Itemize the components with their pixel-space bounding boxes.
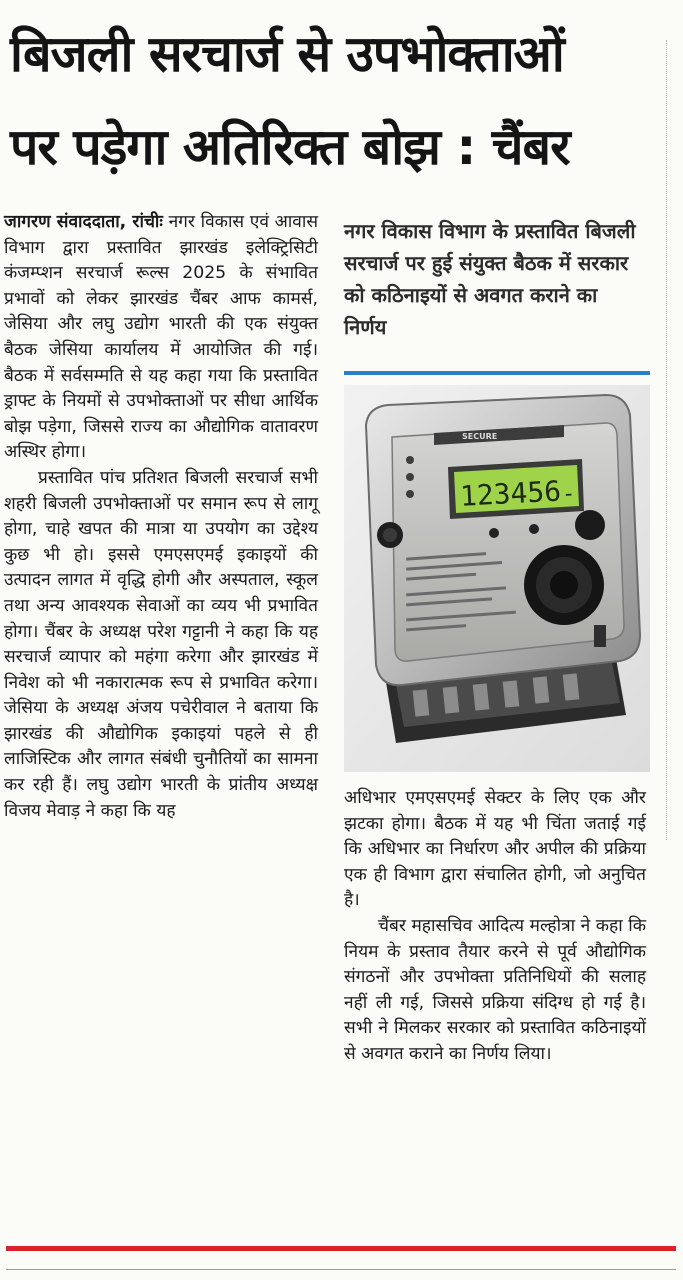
article-paragraph-2: प्रस्तावित पांच प्रतिशत बिजली सरचार्ज सभी शहरी बिजली उपभोक्ताओं पर समान रूप से लागू होगा, चाहे खपत की मात्रा या उपयोग का उद्देश्य कुछ भी हो। इससे एमएसएमई इकाइयों की उत्पादन लागत में वृद्धि होगी और अस्पताल, स्कूल तथा अन्य आवश्यक सेवाओं का व्यय भी प्रभावित होगा। चैंबर के अध्यक्ष परेश गट्टानी ने कहा कि यह सरचार्ज व्यापार को महंगा करेगा और झारखंड में निवेश को भी नकारात्मक रूप से प्रभावित करेगा। जेसिया के अध्यक्ष अंजय पचेरीवाल ने बताया कि झारखंड की औद्योगिक इकाइयां पहले से ही लाजिस्टिक और लागत संबंधी चुनौतियों का सामना कर रही हैं। लघु उद्योग भारती के प्रांतीय अध्यक्ष विजय मेवाड़ ने कहा कि यह — [4, 467, 318, 821]
bottom-thin-rule — [6, 1269, 676, 1270]
electricity-meter-photo — [344, 385, 650, 772]
svg-text:-: - — [561, 481, 576, 508]
headline-line-1: बिजली सरचार्ज से उपभोक्ताओं — [10, 25, 564, 83]
electricity-meter-illustration — [344, 385, 650, 772]
meter-lcd-reading: 123456 — [459, 474, 562, 513]
article-column-left — [4, 210, 318, 824]
article-paragraph-1-text: नगर विकास एवं आवास विभाग द्वारा प्रस्तावित झारखंड इलेक्ट्रिसिटी कंजम्प्शन सरचार्ज रूल्स 2025 के संभावित प्रभावों को लेकर झारखंड चैंबर आफ कामर्स, जेसिया और लघु उद्योग भारती की एक संयुक्त बैठक जेसिया कार्यालय में आयोजित की गई। बैठक में सर्वसम्मति से यह कहा गया कि प्रस्तावित ड्राफ्ट के नियमों से उपभोक्ताओं पर सीधा आर्थिक बोझ पड़ेगा, जिससे राज्य का औद्योगिक वातावरण अस्थिर होगा। — [4, 212, 318, 463]
deck-rule — [344, 371, 650, 375]
headline — [10, 8, 650, 194]
byline: जागरण संवाददाता, रांचीः — [4, 212, 163, 232]
bottom-red-rule — [6, 1246, 676, 1251]
deck-subheadline: नगर विकास विभाग के प्रस्तावित बिजली सरचार्ज पर हुई संयुक्त बैठक में सरकार को कठिनाइयों से अवगत कराने का निर्णय — [344, 219, 636, 339]
article-paragraph-1 — [4, 210, 318, 466]
meter-brand: SECURE — [462, 432, 498, 441]
article-paragraph-3: अधिभार एमएसएमई सेक्टर के लिए एक और झटका होगा। बैठक में यह भी चिंता जताई गई कि अधिभार का निर्धारण और अपील की प्रक्रिया एक ही विभाग द्वारा संचालित होगी, जो अनुचित है। — [344, 788, 646, 911]
article-column-right — [344, 786, 646, 1068]
article-paragraph-4: चैंबर महासचिव आदित्य मल्होत्रा ने कहा कि नियम के प्रस्ताव तैयार करने से पूर्व औद्योगिक संगठनों और उपभोक्ता प्रतिनिधियों की सलाह नहीं ली गई, जिससे प्रक्रिया संदिग्ध हो गई है। सभी ने मिलकर सरकार को प्रस्तावित कठिनाइयों से अवगत कराने का निर्णय लिया। — [344, 915, 646, 1064]
page-edge-mark — [666, 40, 681, 840]
headline-line-2: पर पड़ेगा अतिरिक्त बोझ : चैंबर — [10, 118, 570, 176]
